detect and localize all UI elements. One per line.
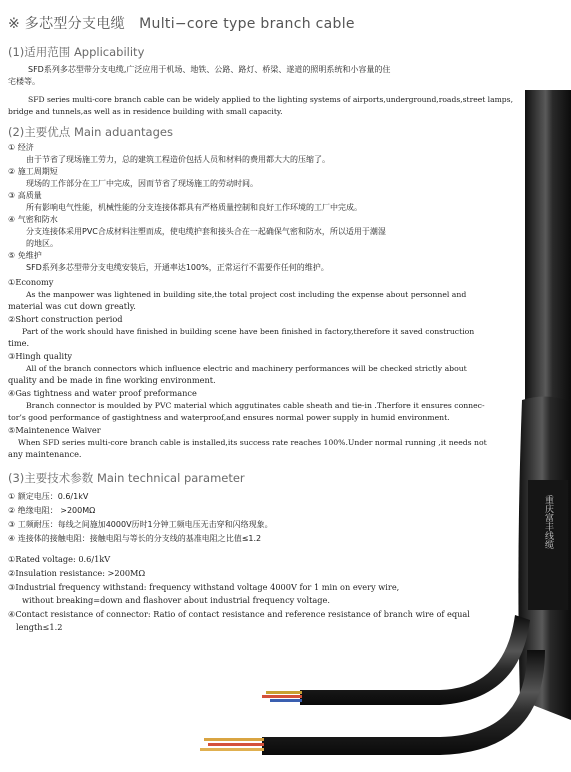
adv-en-item-text: time. <box>8 338 30 348</box>
section-heading-advantages: (2)主要优点 Main aduantages <box>8 125 173 139</box>
adv-cn-item-title: ④ 气密和防水 <box>8 215 58 224</box>
adv-en-item-text: Part of the work should have finished in building scene have been finished in factory,therefore it saved construction <box>22 327 475 336</box>
section-heading-applicability: (1)适用范围 Applicability <box>8 45 145 59</box>
adv-en-item-title: ⑤Maintenence Waiver <box>8 425 101 435</box>
adv-en-item-text: quality and be made in fine working environment. <box>8 375 216 385</box>
param-cn-item: ③ 工频耐压：每线之间施加4000V历时1分钟工频电压无击穿和闪络现象。 <box>8 520 273 529</box>
adv-cn-item-text: 的地区。 <box>26 239 58 248</box>
param-en-item: length≤1.2 <box>16 622 63 632</box>
param-cn-item: ① 额定电压：0.6/1kV <box>8 492 89 501</box>
adv-en-item-text: When SFD series multi-core branch cable is installed,its success rate reaches 100%.Under normal running ,it needs not <box>18 438 487 447</box>
param-en-item: without breaking=down and flashover about industrial frequency voltage. <box>22 595 330 605</box>
applicability-cn-line-1: SFD系列多芯型带分支电缆,广泛应用于机场、地铁、公路、路灯、桥梁、遂道的照明系统和小容量的住 <box>28 65 391 74</box>
adv-en-item-title: ④Gas tightness and water proof preformance <box>8 388 197 398</box>
adv-en-item-text: All of the branch connectors which influence electric and machinery performances will be checked strictly about <box>26 364 467 373</box>
adv-cn-item-title: ③ 高质量 <box>8 191 42 200</box>
copper-wires-lower <box>200 738 264 751</box>
applicability-cn-line-2: 宅楼等。 <box>8 77 40 86</box>
param-cn-item: ④ 连接体的接触电阻：接触电阻与等长的分支线的基准电阻之比值≤1.2 <box>8 534 262 543</box>
param-en-item: ④Contact resistance of connector: Ratio of contact resistance and reference resistance of branch wire of equal <box>8 609 470 619</box>
adv-en-item-text: Branch connector is moulded by PVC material which aggutinates cable sheath and tie-in .Therfore it ensures connec- <box>26 401 485 410</box>
adv-cn-item-text: 由于节省了现场施工劳力，总的建筑工程造价包括人员和材料的费用都大大的压缩了。 <box>26 155 330 164</box>
adv-en-item-title: ③Hingh quality <box>8 351 73 361</box>
param-en-item: ③Industrial frequency withstand: frequency withstand voltage 4000V for 1 min on every wire, <box>8 582 400 592</box>
adv-en-item-title: ①Economy <box>8 277 54 287</box>
adv-en-item-text: As the manpower was lightened in building site,the total project cost including the expense about personnel and <box>26 290 467 299</box>
adv-cn-item-title: ① 经济 <box>8 143 34 152</box>
adv-cn-item-title: ⑤ 免维护 <box>8 251 42 260</box>
copper-wires-upper <box>262 691 302 702</box>
adv-cn-item-text: SFD系列多芯型带分支电缆安装后，开通率达100%，正常运行不需要作任何的维护。 <box>26 263 329 272</box>
adv-en-item-text: material was cut down greatly. <box>8 301 136 311</box>
applicability-en-line-2: bridge and tunnels,as well as in residence building with small capacity. <box>8 107 283 116</box>
applicability-en-line-1: SFD series multi-core branch cable can be widely applied to the lighting systems of airports,underground,roads,street lamps, <box>28 95 513 104</box>
param-cn-item: ② 绝缘电阻： >200MΩ <box>8 506 96 515</box>
param-en-item: ①Rated voltage: 0.6/1kV <box>8 554 111 564</box>
adv-cn-item-text: 所有影响电气性能，机械性能的分支连接体都具有严格质量控制和良好工作环境的工厂中完成。 <box>26 203 362 212</box>
section-heading-parameters: (3)主要技术参数 Main technical parameter <box>8 471 245 485</box>
adv-en-item-text: tor’s good performance of gastightness and waterproof,and ensures normal power supply in humid environment. <box>8 413 450 422</box>
adv-en-item-text: any maintenance. <box>8 449 82 459</box>
branch-cable-upper <box>300 615 530 705</box>
adv-en-item-title: ②Short construction period <box>8 314 123 324</box>
adv-cn-item-text: 现场的工作部分在工厂中完成，因而节省了现场施工的劳动时间。 <box>26 179 258 188</box>
page-title: ※ 多芯型分支电缆 Multi−core type branch cable <box>8 16 355 32</box>
param-en-item: ②Insulation resistance: >200MΩ <box>8 568 146 578</box>
adv-cn-item-title: ② 施工周期短 <box>8 167 58 176</box>
connector-label: 重庆富丰线缆 <box>543 495 553 549</box>
adv-cn-item-text: 分支连接体采用PVC合成材料注塑而成，使电缆护套和接头合在一起确保气密和防水，所以适用于潮湿 <box>26 227 386 236</box>
